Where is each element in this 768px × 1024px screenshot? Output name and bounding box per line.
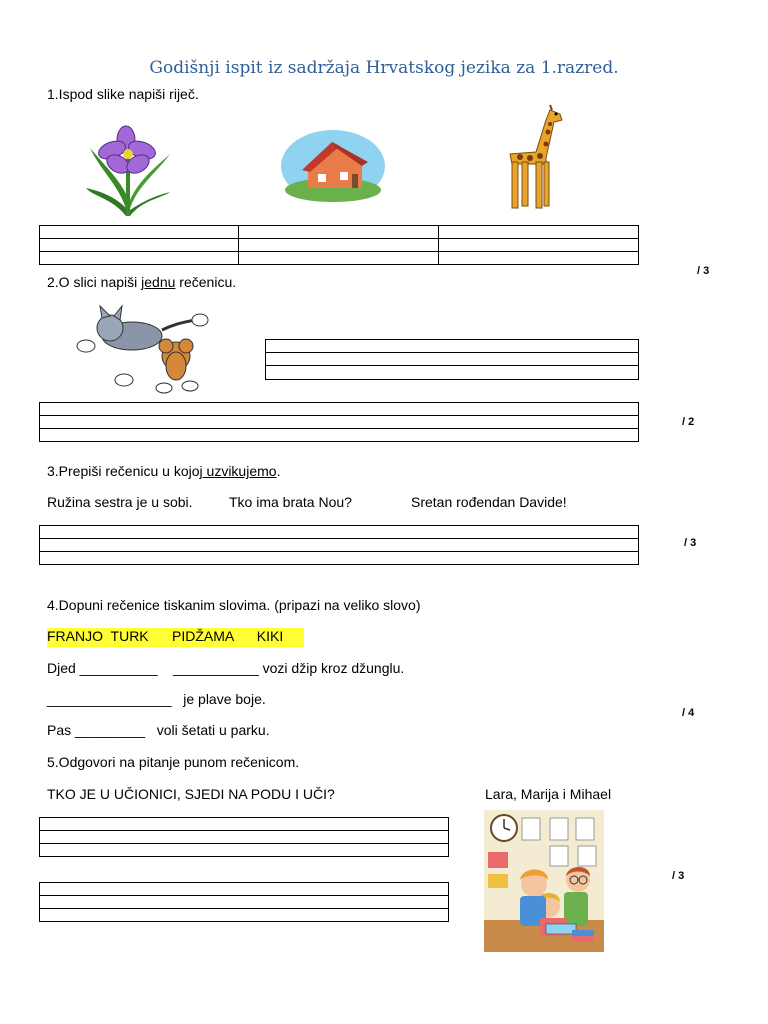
q1-answer-grid[interactable] [39,225,639,265]
cartoon-cat-mouse-icon [72,300,212,396]
q3-score: / 3 [684,537,697,549]
house-icon [278,124,388,206]
q5-label: 5.Odgovori na pitanje punom rečenicom. [47,754,300,770]
q3-answer-lines[interactable] [39,525,639,565]
q2-label: 2.O slici napiši jednu rečenicu. [47,274,237,290]
giraffe-icon [500,104,570,212]
classroom-children-icon [484,810,604,952]
q4-word-bank: FRANJO TURK PIDŽAMA KIKI [47,628,304,647]
q3-label: 3.Prepiši rečenicu u kojoj uzvikujemo. [47,463,281,479]
page-title: Godišnji ispit iz sadržaja Hrvatskog jezika za 1.razred. [149,58,619,78]
q5-names: Lara, Marija i Mihael [485,786,612,802]
q5-question: TKO JE U UČIONICI, SJEDI NA PODU I UČI? [47,786,335,802]
q2-answer-lines-long[interactable] [39,402,639,442]
q2-score: / 2 [682,416,695,428]
q4-score: / 4 [682,707,695,719]
q1-score: / 3 [697,265,710,277]
q5-answer-lines-1[interactable] [39,817,449,857]
q4-line-1: Djed __________ ___________ vozi džip kroz džunglu. [47,660,405,676]
flower-icon [82,118,174,218]
q2-answer-lines-short[interactable] [265,339,639,380]
q4-line-2: ________________ je plave boje. [47,691,266,707]
q4-line-3: Pas _________ voli šetati u parku. [47,722,270,738]
q5-answer-lines-2[interactable] [39,882,449,922]
q1-label: 1.Ispod slike napiši riječ. [47,86,199,102]
q3-sentence-3: Sretan rođendan Davide! [411,494,567,510]
q3-sentence-1: Ružina sestra je u sobi. [47,494,193,510]
q3-sentence-2: Tko ima brata Nou? [229,494,352,510]
q5-score: / 3 [672,870,685,882]
q4-label: 4.Dopuni rečenice tiskanim slovima. (pripazi na veliko slovo) [47,597,421,613]
